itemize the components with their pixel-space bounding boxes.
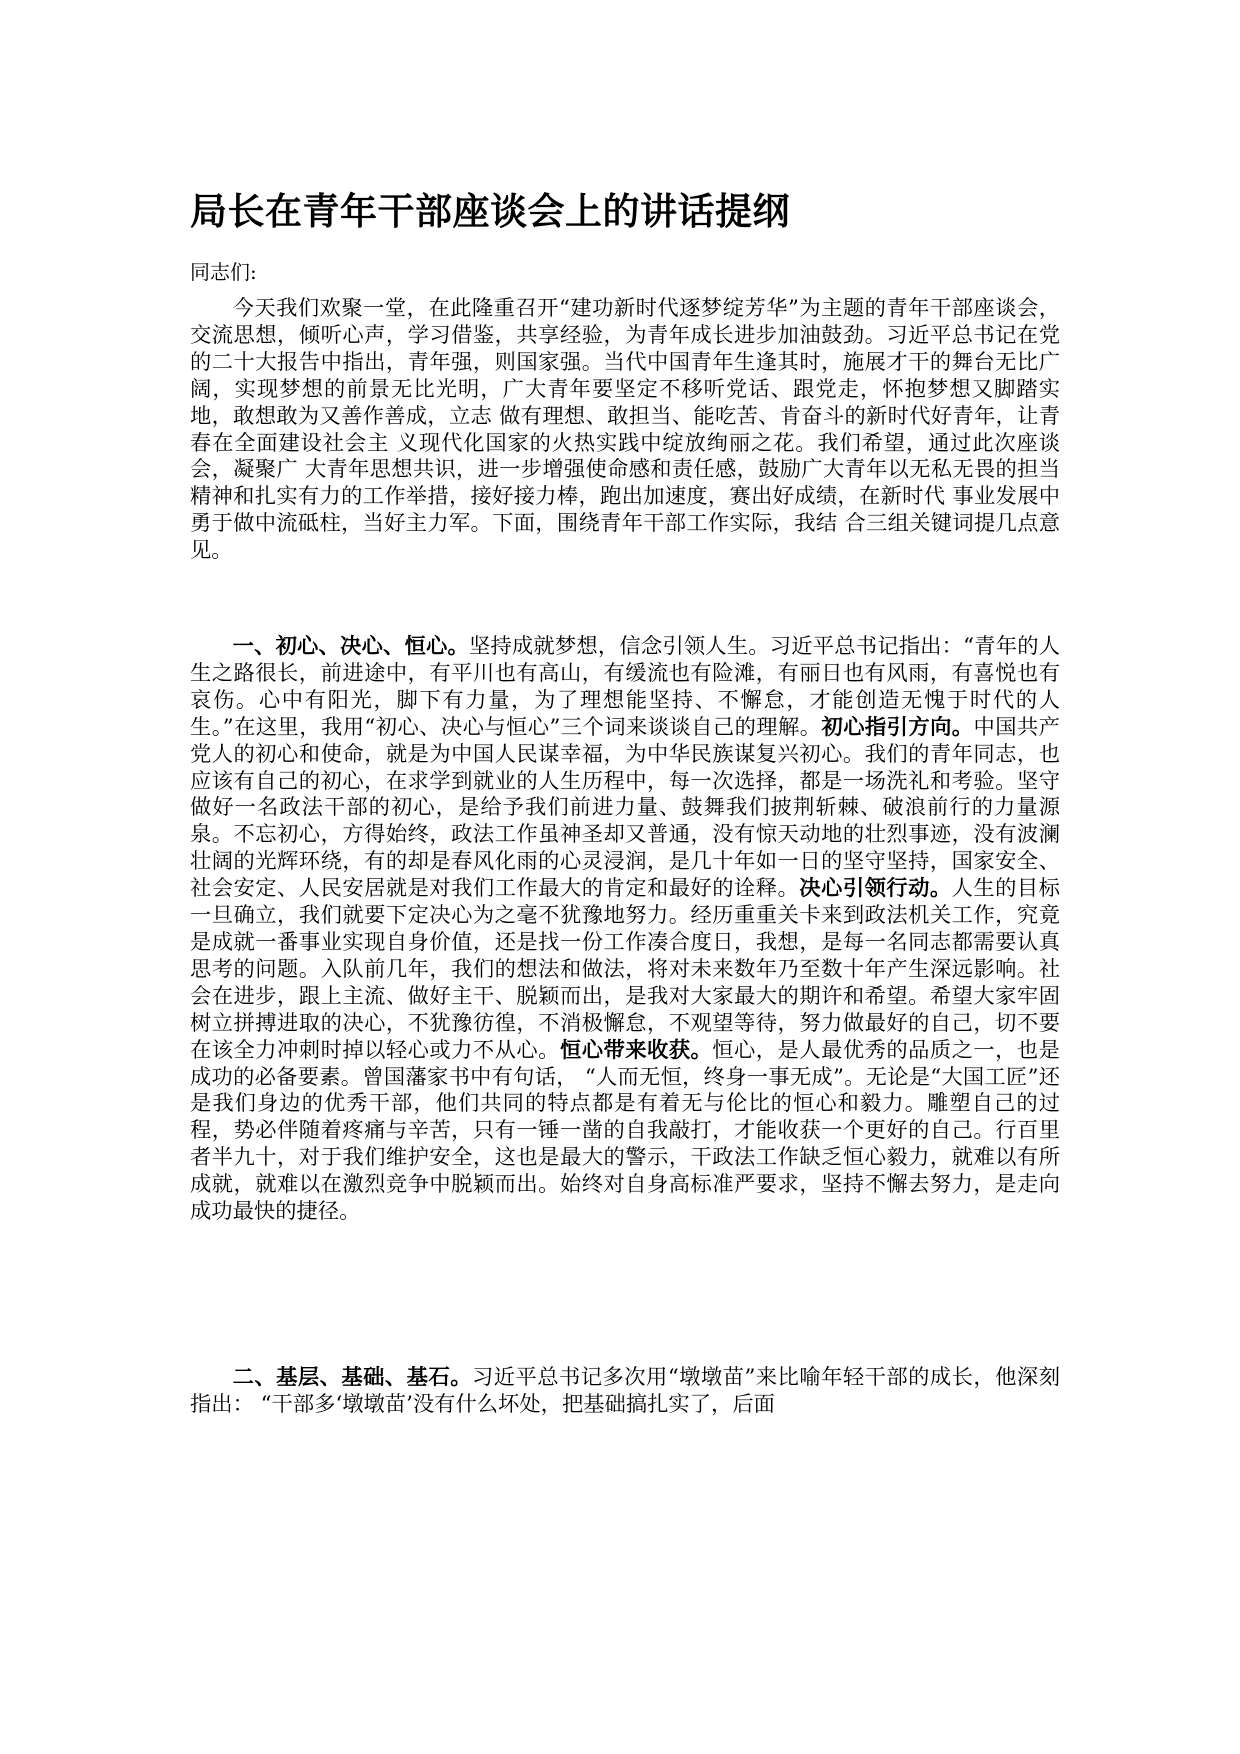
section-heading: 二、基层、基础、基石。 [232,1365,472,1390]
section-one-paragraph [190,634,1060,1226]
text-run: 坚持成就梦想，信念引领人生。习近平总书记指出：“青年的人生之路很长，前进途中，有平川也有高山，有缓流也有险滩，有丽日也有风雨，有喜悦也有哀伤。心中有阳光，脚下有力量，为了理想能坚持、不懈怠，才能创造无愧于时代的人生。”在这里，我用“初心、决心与恒心”三个词来谈谈自己的理解。 [190,634,1060,740]
text-run: 恒心，是人最优秀的品质之一，也是成功的必备要素。曾国藩家书中有句话， “人而无恒，终身一事无成”。无论是“大国工匠”还是我们身边的优秀干部，他们共同的特点都是有着无与伦比的恒心和毅力。雕塑自己的过程，势必伴随着疼痛与辛苦，只有一锤一凿的自我敲打，才能收获一个更好的自己。行百里者半九十，对于我们维护安全，这也是最大的警示，干政法工作缺乏恒心毅力，就难以有所成就，就难以在激烈竞争中脱颖而出。始终对自身高标准严要求，坚持不懈去努力，是走向成功最快的捷径。 [190,1037,1060,1225]
salutation: 同志们: [190,260,257,284]
subsection-heading: 初心指引方向。 [821,714,974,740]
text-run: 人生的目标一旦确立，我们就要下定决心为之毫不犹豫地努力。经历重重关卡来到政法机关工作，究竟是成就一番事业实现自身价值，还是找一份工作凑合度日，我想，是每一名同志都需要认真思考的问题。入队前几年，我们的想法和做法，将对未来数年乃至数十年产生深远影响。社会在进步，跟上主流、做好主干、脱颖而出，是我对大家最大的期许和希望。希望大家牢固树立拼搏进取的决心，不犹豫彷徨，不消极懈怠，不观望等待，努力做最好的自己，切不要在该全力冲刺时掉以轻心或力不从心。 [190,876,1060,1063]
intro-paragraph [190,296,1060,565]
subsection-heading: 恒心带来收获。 [559,1037,713,1063]
section-two-paragraph [190,1365,1060,1419]
text-run: 中国共产党人的初心和使命，就是为中国人民谋幸福，为中华民族谋复兴初心。我们的青年同志，也应该有自己的初心，在求学到就业的人生历程中，每一次选择，都是一场洗礼和考验。坚守做好一名政法干部的初心，是给予我们前进力量、鼓舞我们披荆斩棘、破浪前行的力量源泉。不忘初心，方得始终，政法工作虽神圣却又普通，没有惊天动地的壮烈事迹，没有波澜壮阔的光辉环绕，有的却是春风化雨的心灵浸润，是几十年如一日的坚守坚持，国家安全、社会安定、人民安居就是对我们工作最大的肯定和最好的诠释。 [190,714,1060,902]
section-heading: 一、初心、决心、恒心。 [232,634,469,659]
document-title: 局长在青年干部座谈会上的讲话提纲 [190,190,790,233]
subsection-heading: 决心引领行动。 [799,876,952,902]
text-run: 习近平总书记多次用“墩墩苗”来比喻年轻干部的成长，他深刻指出： “干部多‘墩墩苗’没有什么坏处，把基础搞扎实了，后面 [190,1365,1060,1417]
text-run: 今天我们欢聚一堂，在此隆重召开“建功新时代逐梦绽芳华”为主题的青年干部座谈会，交流思想，倾听心声，学习借鉴，共享经验，为青年成长进步加油鼓劲。习近平总书记在党的二十大报告中指出，青年强，则国家强。当代中国青年生逢其时，施展才干的舞台无比广阔，实现梦想的前景无比光明，广大青年要坚定不移听党话、跟党走，怀抱梦想又脚踏实地，敢想敢为又善作善成，立志 做有理想、敢担当、能吃苦、肯奋斗的新时代好青年，让青春在全面建设社会主 义现代化国家的火热实践中绽放绚丽之花。我们希望，通过此次座谈会，凝聚广 大青年思想共识，进一步增强使命感和责任感，鼓励广大青年以无私无畏的担当 精神和扎实有力的工作举措，接好接力棒，跑出加速度，赛出好成绩，在新时代 事业发展中勇于做中流砥柱，当好主力军。下面，围绕青年干部工作实际，我结 合三组关键词提几点意见。 [190,296,1060,564]
